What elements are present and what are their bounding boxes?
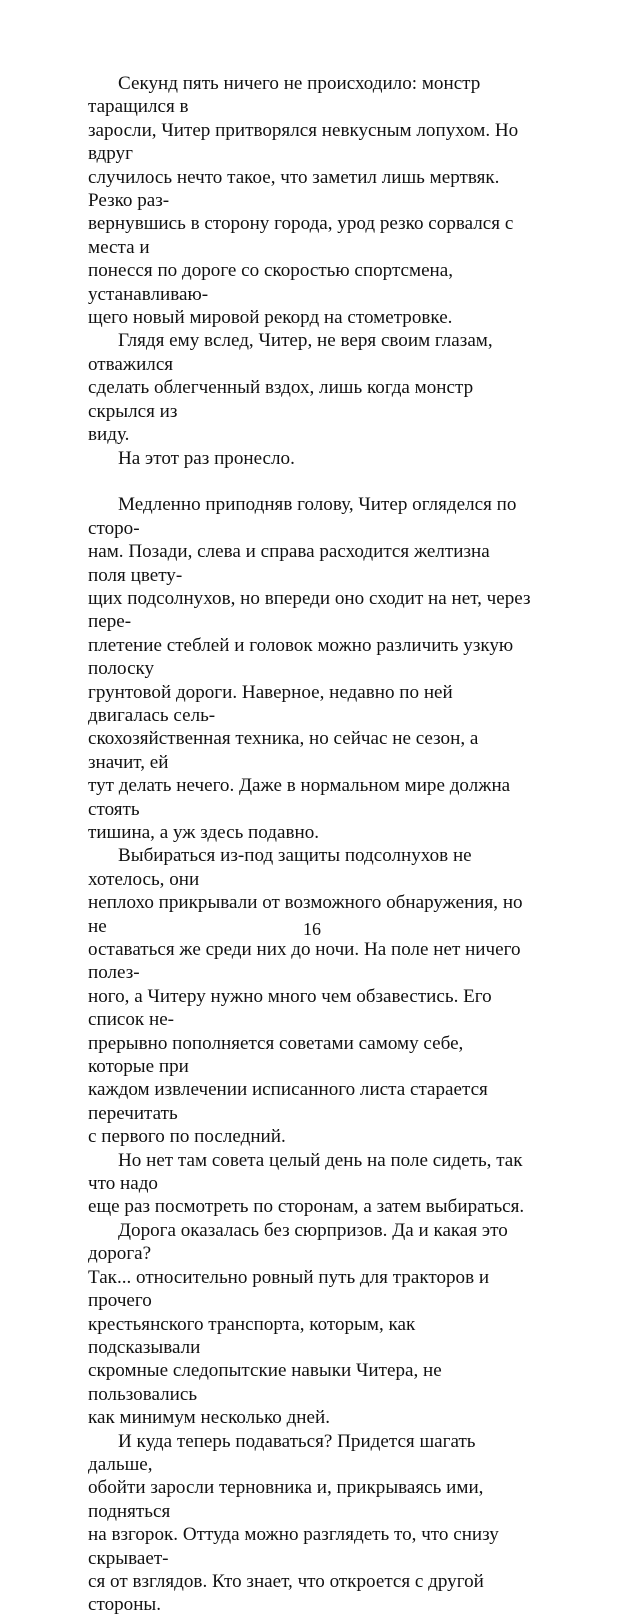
book-page-text — [88, 72, 532, 1617]
paragraph: И куда теперь подаваться? Придется шагать дальше, обойти заросли терновника и, прикрываясь ими, подняться на взгорок. Оттуда можно разглядеть то, что снизу скрывает- ся от взглядов. Кто знает, что откроется с другой стороны. — [88, 1430, 499, 1616]
paragraph: Но нет там совета целый день на поле сидеть, так что надо еще раз посмотреть по сторонам, а затем выбираться. — [88, 1149, 525, 1218]
paragraph: Глядя ему вслед, Читер, не веря своим глазам, отважился сделать облегченный вздох, лишь когда монстр скрылся из виду. — [88, 330, 493, 446]
page-number: 16 — [303, 919, 321, 939]
paragraph: На этот раз пронесло. — [118, 447, 295, 469]
paragraph: Дорога оказалась без сюрпризов. Да и какая это дорога? Так... относительно ровный путь для тракторов и прочего крестьянского транспорта, которым, как подсказывали скромные следопытские навыки Читера, не пользовались как минимум несколько дней. — [88, 1219, 508, 1429]
paragraph: Медленно приподняв голову, Читер огляделся по сторо- нам. Позади, слева и справа расходится желтизна поля цвету- щих подсолнухов, но впереди оно сходит на нет, через пере- плетение стеблей и головок можно различить узкую полоску грунтовой дороги. Наверное, недавно по ней двигалась сель- скохозяйственная техника, но сейчас не сезон, а значит, ей тут делать нечего. Даже в нормальном мире должна стоять тишина, а уж здесь подавно. — [88, 494, 531, 843]
paragraph: Выбираться из-под защиты подсолнухов не хотелось, они неплохо прикрывали от возможного обнаружения, но не оставаться же среди них до ночи. На поле нет ничего полез- ного, а Читеру нужно много чем обзавестись. Его список не- прерывно пополняется советами самому себе, которые при каждом извлечении исписанного листа старается перечитать с первого по последний. — [88, 845, 523, 1148]
paragraph: Секунд пять ничего не происходило: монстр таращился в заросли, Читер притворялся невкусным лопухом. Но вдруг случилось нечто такое, что заметил лишь мертвяк. Резко раз- вернувшись в сторону города, урод резко сорвался с места и понесся по дороге со скоростью спортсмена, устанавливаю- щего новый мировой рекорд на стометровке. — [88, 73, 519, 329]
